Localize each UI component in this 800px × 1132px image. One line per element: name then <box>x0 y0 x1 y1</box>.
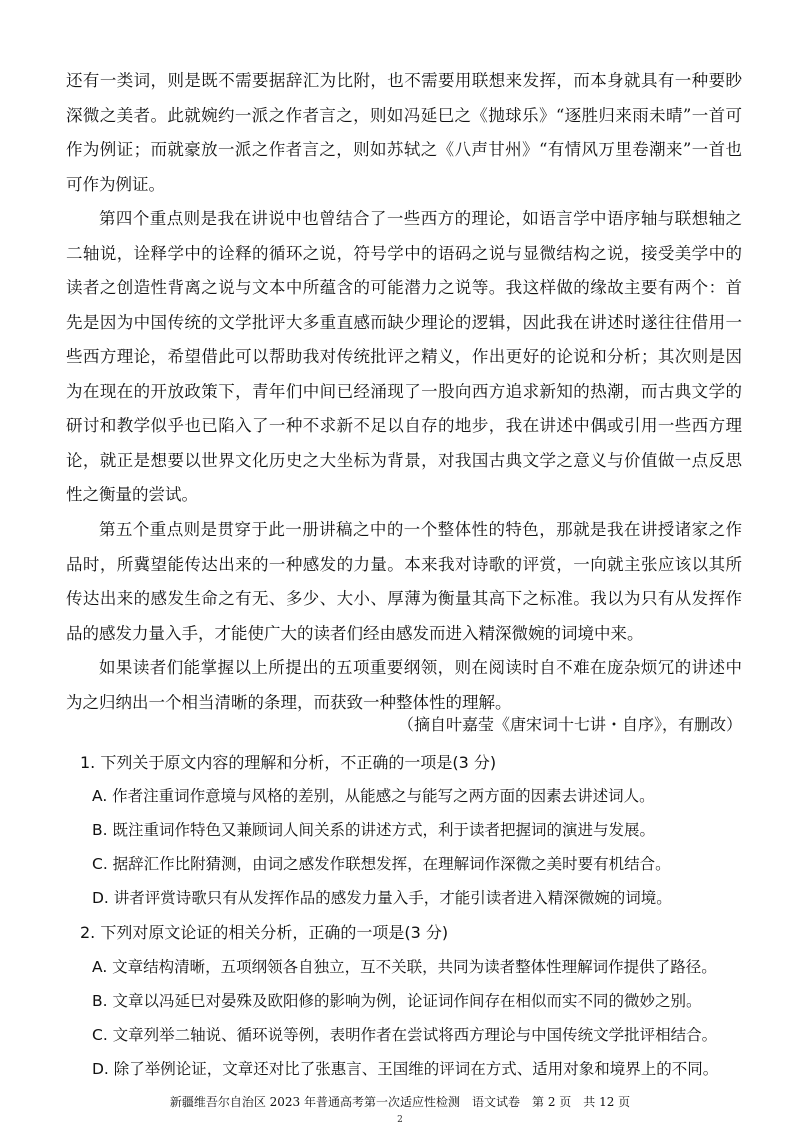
page-footer: 新疆维吾尔自治区 2023 年普通高考第一次适应性检测 语文试卷 第 2 页 共 12 页 <box>169 1095 631 1109</box>
question-1-title: 1. 下列关于原文内容的理解和分析，不正确的一项是(3 分) <box>80 753 497 772</box>
passage-paragraph-1: 还有一类词，则是既不需要据辞汇为比附，也不需要用联想来发挥，而本身就具有一种要眇深微之美者。此就婉约一派之作者言之，则如冯延巳之《抛球乐》“逐胜归来雨未晴”一首可作为例证；而就豪放一派之作者言之，则如苏轼之《八声甘州》“有情风万里卷潮来”一首也可作为例证。 <box>66 71 742 194</box>
question-1-option-b: B. 既注重词作特色又兼顾词人间关系的讲述方式，利于读者把握词的演进与发展。 <box>92 821 655 839</box>
question-2-option-b: B. 文章以冯延巳对晏殊及欧阳修的影响为例，论证词作间存在相似而实不同的微妙之别。 <box>92 992 702 1010</box>
question-1-option-a: A. 作者注重词作意境与风格的差别，从能感之与能写之两方面的因素去讲述词人。 <box>92 787 655 805</box>
passage-paragraph-4: 如果读者们能掌握以上所提出的五项重要纲领，则在阅读时自不难在庞杂烦冗的讲述中为之归纳出一个相当清晰的条理，而获致一种整体性的理解。 <box>66 658 742 712</box>
question-2-option-d: D. 除了举例论证，文章还对比了张惠言、王国维的评词在方式、适用对象和境界上的不同。 <box>92 1060 719 1078</box>
passage-paragraph-3: 第五个重点则是贯穿于此一册讲稿之中的一个整体性的特色，那就是我在讲授诸家之作品时，所冀望能传达出来的一种感发的力量。本来我对诗歌的评赏，一向就主张应该以其所传达出来的感发生命之有无、多少、大小、厚薄为衡量其高下之标准。我以为只有从发挥作品的感发力量入手，才能使广大的读者们经由感发而进入精深微婉的词境中来。 <box>66 520 742 643</box>
passage-paragraph-2: 第四个重点则是我在讲说中也曾结合了一些西方的理论，如语言学中语序轴与联想轴之二轴说，诠释学中的诠释的循环之说，符号学中的语码之说与显微结构之说，接受美学中的读者之创造性背离之说与文本中所蕴含的可能潜力之说等。我这样做的缘故主要有两个：首先是因为中国传统的文学批评大多重直感而缺少理论的逻辑，因此我在讲述时遂往往借用一些西方理论，希望借此可以帮助我对传统批评之精义，作出更好的论说和分析；其次则是因为在现在的开放政策下，青年们中间已经涌现了一股向西方追求新知的热潮，而古典文学的研讨和教学似乎也已陷入了一种不求新不足以自存的地步，我在讲述中偶或引用一些西方理论，就正是想要以世界文化历史之大坐标为背景，对我国古典文学之意义与价值做一点反思性之衡量的尝试。 <box>66 209 742 504</box>
passage-source: （摘自叶嘉莹《唐宋词十七讲・自序》，有删改） <box>397 715 742 734</box>
question-2-option-a: A. 文章结构清晰，五项纲领各自独立，互不关联，共同为读者整体性理解词作提供了路径。 <box>92 958 717 976</box>
question-2-title: 2. 下列对原文论证的相关分析，正确的一项是(3 分) <box>80 923 449 942</box>
question-2-option-c: C. 文章列举二轴说、循环说等例，表明作者在尝试将西方理论与中国传统文学批评相结合。 <box>92 1026 718 1044</box>
question-1-option-c: C. 据辞汇作比附猜测，由词之感发作联想发挥，在理解词作深微之美时要有机结合。 <box>92 855 671 873</box>
question-1-option-d: D. 讲者评赏诗歌只有从发挥作品的感发力量入手，才能引读者进入精深微婉的词境。 <box>92 889 672 907</box>
page-number: 2 <box>397 1115 403 1125</box>
